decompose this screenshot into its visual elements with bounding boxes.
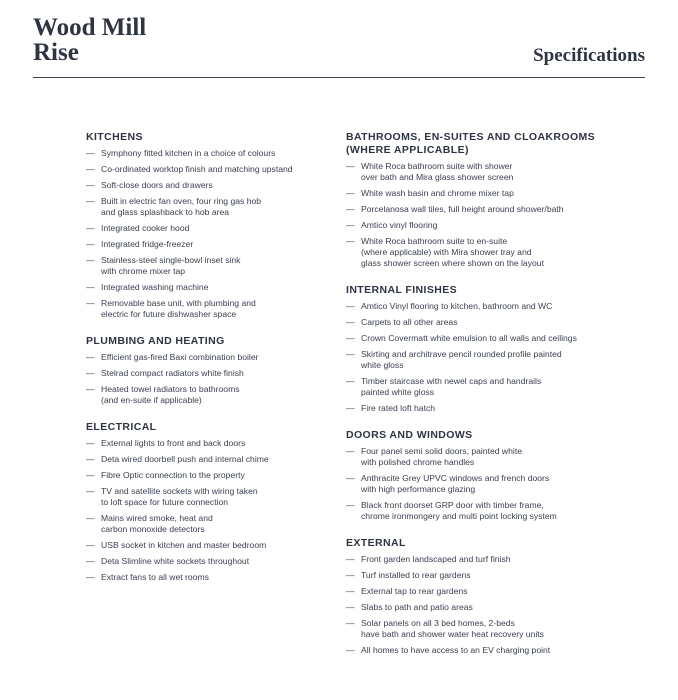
- spec-item-text: Extract fans to all wet rooms: [101, 572, 209, 582]
- dash-bullet: —: [86, 572, 95, 582]
- spec-item-text: Soft-close doors and drawers: [101, 180, 213, 190]
- spec-item-text: Deta Slimline white sockets throughout: [101, 556, 250, 566]
- spec-item: [86, 298, 326, 320]
- spec-list: [86, 148, 326, 320]
- spec-item-text: Integrated cooker hood: [101, 223, 190, 233]
- spec-item: [86, 255, 326, 277]
- dash-bullet: —: [86, 556, 95, 566]
- section-plumbing-and-heating: [86, 335, 326, 406]
- spec-item: [346, 618, 646, 640]
- spec-list: [346, 161, 646, 269]
- spec-item-text: Removable base unit, with plumbing and electric for future dishwasher space: [101, 298, 256, 319]
- spec-item-text: External lights to front and back doors: [101, 438, 246, 448]
- spec-item: [86, 540, 326, 551]
- spec-item: [346, 586, 646, 597]
- dash-bullet: —: [86, 282, 95, 292]
- spec-item-text: Stelrad compact radiators white finish: [101, 368, 244, 378]
- spec-item-text: White wash basin and chrome mixer tap: [361, 188, 514, 198]
- spec-item-text: Timber staircase with newel caps and handrails painted white gloss: [361, 376, 542, 397]
- spec-item: [86, 282, 326, 293]
- dash-bullet: —: [86, 470, 95, 480]
- brand-line-2: Rise: [33, 39, 79, 66]
- dash-bullet: —: [86, 180, 95, 190]
- spec-list: [86, 438, 326, 583]
- page-title: Specifications: [533, 45, 645, 66]
- spec-item-text: Amtico vinyl flooring: [361, 220, 438, 230]
- spec-item-text: Fire rated loft hatch: [361, 403, 436, 413]
- spec-item-text: Fibre Optic connection to the property: [101, 470, 245, 480]
- dash-bullet: —: [346, 204, 355, 214]
- dash-bullet: —: [86, 454, 95, 464]
- section-external: [346, 537, 646, 656]
- spec-item-text: Integrated washing machine: [101, 282, 209, 292]
- spec-item: [346, 204, 646, 215]
- spec-item-text: Porcelanosa wall tiles, full height around shower/bath: [361, 204, 564, 214]
- spec-item-text: Anthracite Grey UPVC windows and french doors with high performance glazing: [361, 473, 550, 494]
- dash-bullet: —: [86, 438, 95, 448]
- spec-item: [86, 239, 326, 250]
- spec-item: [86, 470, 326, 481]
- section-heading: PLUMBING AND HEATING: [86, 335, 225, 347]
- spec-item: [86, 368, 326, 379]
- dash-bullet: —: [346, 376, 355, 386]
- spec-item-text: Mains wired smoke, heat and carbon monoxide detectors: [101, 513, 213, 534]
- spec-item-text: All homes to have access to an EV charging point: [361, 645, 551, 655]
- spec-item: [346, 333, 646, 344]
- spec-item: [346, 500, 646, 522]
- section-heading: BATHROOMS, EN-SUITES AND CLOAKROOMS (WHERE APPLICABLE): [346, 131, 596, 156]
- spec-item: [86, 572, 326, 583]
- spec-item: [86, 513, 326, 535]
- dash-bullet: —: [346, 602, 355, 612]
- spec-item: [346, 602, 646, 613]
- dash-bullet: —: [346, 161, 355, 171]
- dash-bullet: —: [86, 384, 95, 394]
- spec-item: [346, 570, 646, 581]
- spec-item-text: Four panel semi solid doors, painted white with polished chrome handles: [361, 446, 522, 467]
- dash-bullet: —: [86, 239, 95, 249]
- dash-bullet: —: [346, 554, 355, 564]
- dash-bullet: —: [346, 220, 355, 230]
- left-column: [86, 131, 326, 598]
- spec-item: [86, 556, 326, 567]
- spec-item: [86, 223, 326, 234]
- brand-logo: [33, 15, 146, 65]
- brand-line-1: Wood Mill: [33, 14, 147, 41]
- dash-bullet: —: [346, 333, 355, 343]
- dash-bullet: —: [86, 513, 95, 523]
- spec-item-text: Stainless-steel single-bowl inset sink with chrome mixer tap: [101, 255, 241, 276]
- section-heading: INTERNAL FINISHES: [346, 284, 458, 296]
- dash-bullet: —: [346, 317, 355, 327]
- spec-item: [346, 446, 646, 468]
- dash-bullet: —: [86, 255, 95, 265]
- section-doors-and-windows: [346, 429, 646, 522]
- spec-item: [346, 349, 646, 371]
- spec-item: [346, 161, 646, 183]
- spec-item-text: Symphony fitted kitchen in a choice of colours: [101, 148, 276, 158]
- dash-bullet: —: [86, 164, 95, 174]
- dash-bullet: —: [346, 500, 355, 510]
- spec-item-text: Built in electric fan oven, four ring gas hob and glass splashback to hob area: [101, 196, 262, 217]
- section-heading: KITCHENS: [86, 131, 143, 143]
- dash-bullet: —: [86, 298, 95, 308]
- spec-item-text: Slabs to path and patio areas: [361, 602, 473, 612]
- section-heading: DOORS AND WINDOWS: [346, 429, 473, 441]
- section-heading: ELECTRICAL: [86, 421, 157, 433]
- spec-item: [86, 352, 326, 363]
- dash-bullet: —: [346, 473, 355, 483]
- spec-item-text: USB socket in kitchen and master bedroom: [101, 540, 267, 550]
- spec-item: [86, 196, 326, 218]
- spec-item-text: Crown Covermatt white emulsion to all walls and ceilings: [361, 333, 577, 343]
- spec-list: [346, 446, 646, 522]
- dash-bullet: —: [346, 349, 355, 359]
- spec-item-text: Amtico Vinyl flooring to kitchen, bathroom and WC: [361, 301, 553, 311]
- spec-item: [86, 180, 326, 191]
- spec-item: [346, 301, 646, 312]
- spec-item: [346, 236, 646, 269]
- dash-bullet: —: [346, 301, 355, 311]
- spec-item-text: Integrated fridge-freezer: [101, 239, 194, 249]
- spec-item-text: Solar panels on all 3 bed homes, 2-beds have bath and shower water heat recovery units: [361, 618, 544, 639]
- dash-bullet: —: [346, 446, 355, 456]
- spec-item-text: Skirting and architrave pencil rounded profile painted white gloss: [361, 349, 562, 370]
- dash-bullet: —: [86, 486, 95, 496]
- dash-bullet: —: [86, 148, 95, 158]
- spec-item: [86, 454, 326, 465]
- spec-item: [346, 376, 646, 398]
- right-column: [346, 131, 646, 671]
- spec-item: [86, 384, 326, 406]
- spec-item-text: Co-ordinated worktop finish and matching upstand: [101, 164, 293, 174]
- section-internal-finishes: [346, 284, 646, 414]
- dash-bullet: —: [346, 618, 355, 628]
- spec-item: [346, 317, 646, 328]
- spec-item-text: External tap to rear gardens: [361, 586, 468, 596]
- dash-bullet: —: [86, 540, 95, 550]
- spec-item: [86, 438, 326, 449]
- spec-item-text: Carpets to all other areas: [361, 317, 458, 327]
- spec-item: [346, 554, 646, 565]
- section-electrical: [86, 421, 326, 583]
- dash-bullet: —: [346, 236, 355, 246]
- header-divider: [33, 77, 645, 78]
- section-bathrooms-en-suites-and-cloakrooms: [346, 131, 646, 269]
- dash-bullet: —: [346, 645, 355, 655]
- spec-item: [86, 486, 326, 508]
- spec-list: [346, 301, 646, 414]
- spec-item: [346, 403, 646, 414]
- spec-item: [346, 188, 646, 199]
- dash-bullet: —: [346, 586, 355, 596]
- dash-bullet: —: [86, 352, 95, 362]
- spec-item-text: TV and satellite sockets with wiring taken to loft space for future connection: [101, 486, 258, 507]
- spec-item: [86, 164, 326, 175]
- dash-bullet: —: [86, 223, 95, 233]
- spec-item-text: Deta wired doorbell push and internal chime: [101, 454, 269, 464]
- spec-item: [86, 148, 326, 159]
- section-heading: EXTERNAL: [346, 537, 406, 549]
- dash-bullet: —: [346, 403, 355, 413]
- spec-item-text: Heated towel radiators to bathrooms (and en-suite if applicable): [101, 384, 240, 405]
- section-kitchens: [86, 131, 326, 320]
- spec-item-text: Turf installed to rear gardens: [361, 570, 471, 580]
- spec-item-text: Black front doorset GRP door with timber frame, chrome ironmongery and multi point locking system: [361, 500, 557, 521]
- spec-item: [346, 220, 646, 231]
- spec-item-text: White Roca bathroom suite with shower over bath and Mira glass shower screen: [361, 161, 514, 182]
- dash-bullet: —: [346, 570, 355, 580]
- spec-item-text: Efficient gas-fired Baxi combination boiler: [101, 352, 259, 362]
- dash-bullet: —: [86, 368, 95, 378]
- spec-list: [86, 352, 326, 406]
- spec-item: [346, 473, 646, 495]
- spec-item-text: Front garden landscaped and turf finish: [361, 554, 511, 564]
- spec-item-text: White Roca bathroom suite to en-suite (where applicable) with Mira shower tray and glass shower screen where shown on the layout: [361, 236, 544, 268]
- spec-list: [346, 554, 646, 656]
- dash-bullet: —: [86, 196, 95, 206]
- dash-bullet: —: [346, 188, 355, 198]
- spec-item: [346, 645, 646, 656]
